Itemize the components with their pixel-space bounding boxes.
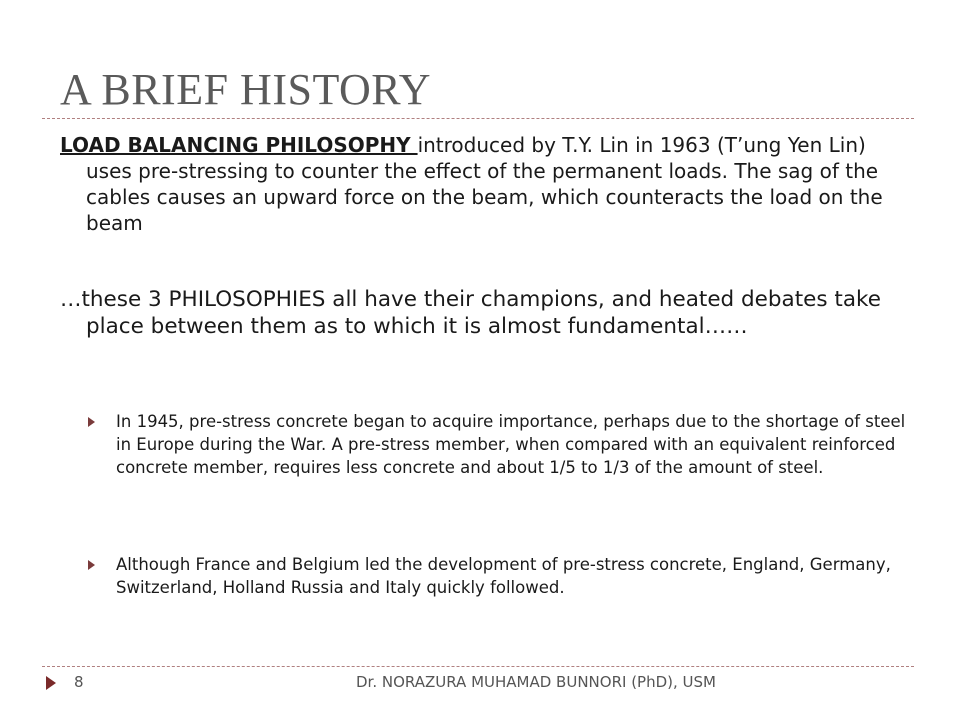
bullet-item-europe	[88, 553, 911, 599]
footer-author: Dr. NORAZURA MUHAMAD BUNNORI (PhD), USM	[356, 673, 716, 691]
bullet-item-1945	[88, 410, 911, 479]
slide-title: A BRIEF HISTORY	[60, 65, 431, 114]
footer-arrow-icon	[46, 676, 56, 690]
load-balancing-text: introduced by T.Y. Lin in 1963 (T’ung Yen Lin) uses pre-stressing to counter the effect of the permanent loads. The sag of the cables causes an upward force on the beam, which counteracts the load on the beam	[86, 133, 883, 235]
footer-divider	[42, 666, 914, 667]
load-balancing-heading: LOAD BALANCING PHILOSOPHY	[60, 133, 418, 157]
title-divider	[42, 118, 914, 119]
bullet-text: In 1945, pre-stress concrete began to acquire importance, perhaps due to the shortage of steel in Europe during the War. A pre-stress member, when compared with an equivalent reinforced concrete member, requires less concrete and about 1/5 to 1/3 of the amount of steel.	[116, 412, 906, 477]
page-number: 8	[74, 673, 84, 691]
bullet-arrow-icon	[88, 560, 95, 570]
paragraph-philosophies: …these 3 PHILOSOPHIES all have their champions, and heated debates take place between them as to which it is almost fundamental……	[60, 287, 881, 339]
bullet-text: Although France and Belgium led the development of pre-stress concrete, England, Germany, Switzerland, Holland Russia and Italy quickly followed.	[116, 555, 891, 597]
paragraph-load-balancing	[60, 132, 886, 236]
bullet-arrow-icon	[88, 417, 95, 427]
